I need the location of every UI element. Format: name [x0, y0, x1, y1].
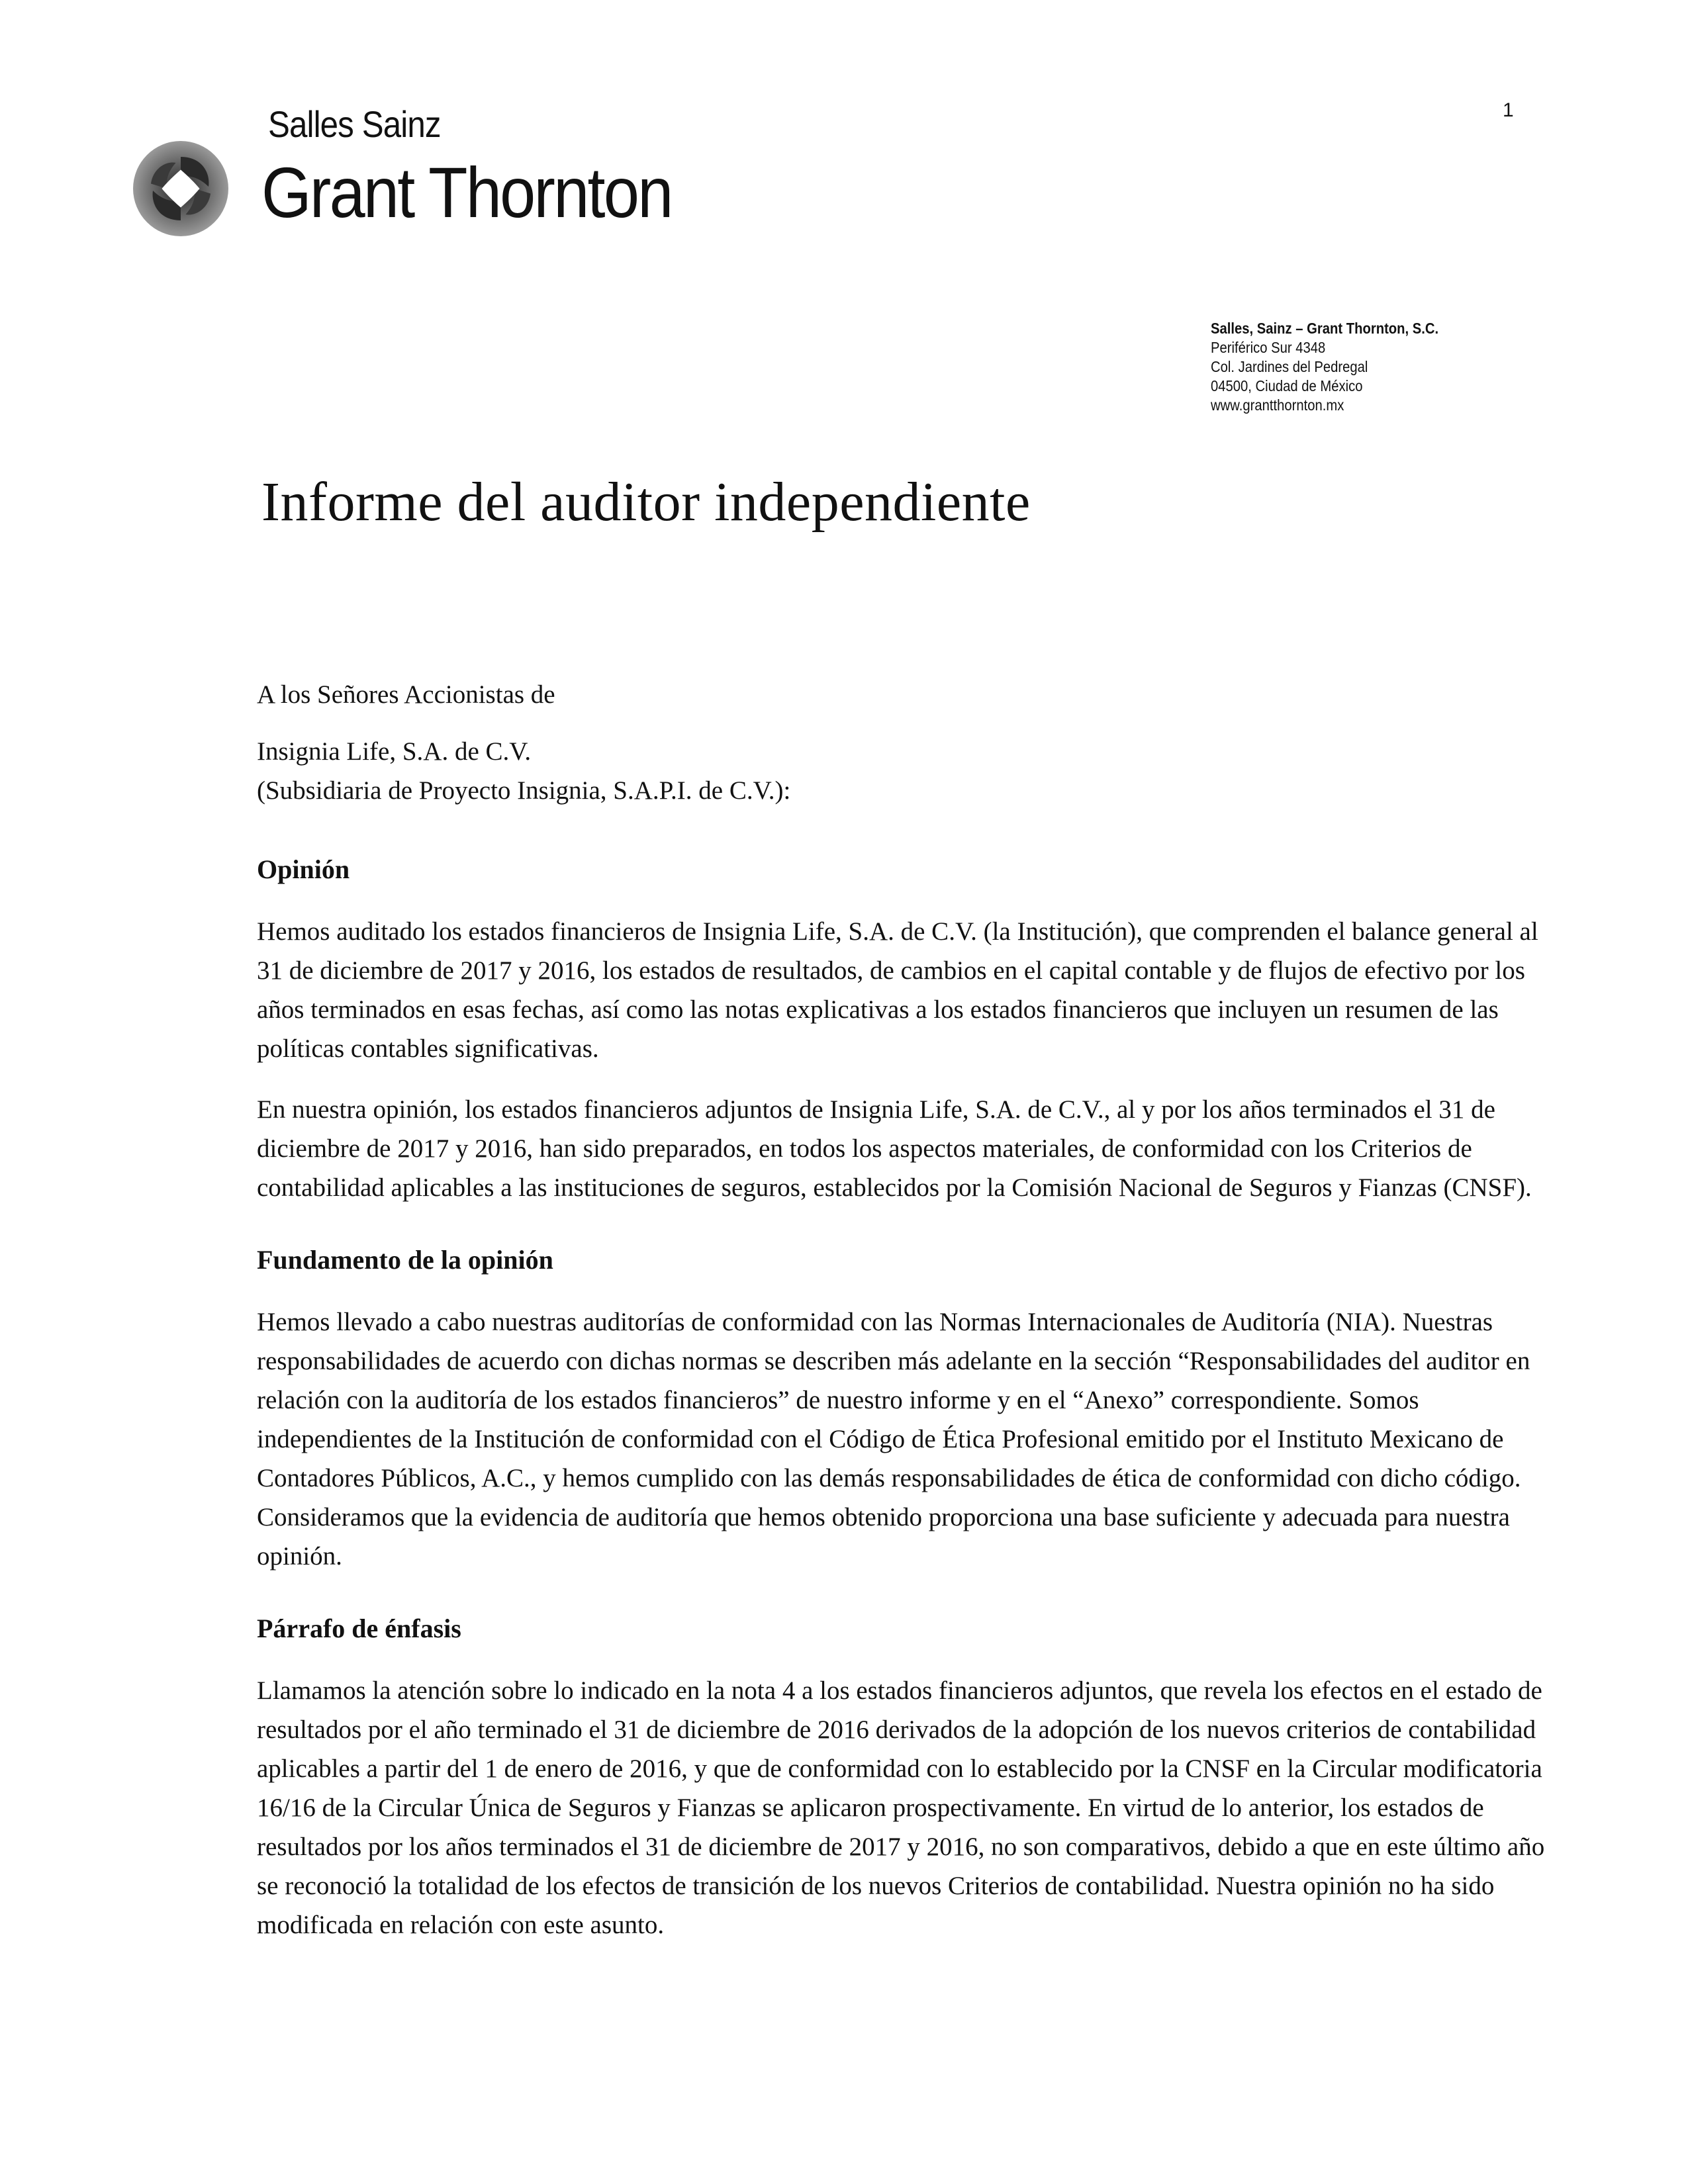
addressee-block: [257, 675, 1548, 810]
grant-thornton-logo-icon: [131, 139, 230, 238]
addressee-line: A los Señores Accionistas de: [257, 680, 555, 709]
opinion-paragraph: Hemos auditado los estados financieros de Insignia Life, S.A. de C.V. (la Institución), que comprenden el balance general al 31 de diciembre de 2017 y 2016, los estados de resultados, de cambios en el capital contable y de flujos de efectivo por los años terminados en esas fechas, así como las notas explicativas a los estados financieros que incluyen un resumen de las políticas contables significativas.: [257, 917, 1538, 1063]
address-colony: Col. Jardines del Pedregal: [1211, 358, 1368, 375]
opinion-paragraph: En nuestra opinión, los estados financieros adjuntos de Insignia Life, S.A. de C.V., al y por los años terminados el 31 de diciembre de 2017 y 2016, han sido preparados, en todos los aspectos materiales, de conformidad con los Criterios de contabilidad aplicables a las instituciones de seguros, establecidos por la Comisión Nacional de Seguros y Fianzas (CNSF).: [257, 1095, 1532, 1202]
section-heading-basis: Fundamento de la opinión: [257, 1245, 553, 1275]
page-number: 1: [1503, 99, 1514, 121]
section-heading-opinion: Opinión: [257, 854, 350, 884]
firm-address-block: [1211, 319, 1438, 415]
section-heading-emphasis: Párrafo de énfasis: [257, 1614, 461, 1643]
report-body: [257, 675, 1548, 1966]
document-title: Informe del auditor independiente: [261, 471, 1031, 533]
address-city: 04500, Ciudad de México: [1211, 377, 1363, 394]
firm-website: www.grantthornton.mx: [1211, 396, 1344, 414]
addressee-parent: (Subsidiaria de Proyecto Insignia, S.A.P.I. de C.V.):: [257, 776, 791, 805]
addressee-company: Insignia Life, S.A. de C.V.: [257, 737, 532, 766]
logo-subbrand: Salles Sainz: [268, 103, 441, 145]
logo-brand: Grant Thornton: [261, 152, 672, 232]
address-street: Periférico Sur 4348: [1211, 339, 1326, 356]
firm-name: Salles, Sainz – Grant Thornton, S.C.: [1211, 320, 1439, 337]
basis-paragraph: Hemos llevado a cabo nuestras auditorías de conformidad con las Normas Internacionales de Auditoría (NIA). Nuestras responsabilidades de acuerdo con dichas normas se describen más adelante en la sección “Responsabilidades del auditor en relación con la auditoría de los estados financieros” de nuestro informe y en el “Anexo” correspondiente. Somos independientes de la Institución de conformidad con el Código de Ética Profesional emitido por el Instituto Mexicano de Contadores Públicos, A.C., y hemos cumplido con las demás responsabilidades de ética de conformidad con dicho código. Consideramos que la evidencia de auditoría que hemos obtenido proporciona una base suficiente y adecuada para nuestra opinión.: [257, 1308, 1530, 1570]
emphasis-paragraph: Llamamos la atención sobre lo indicado en la nota 4 a los estados financieros adjuntos, que revela los efectos en el estado de resultados por el año terminado el 31 de diciembre de 2016 derivados de la adopción de los nuevos criterios de contabilidad aplicables a partir del 1 de enero de 2016, y que de conformidad con lo establecido por la CNSF en la Circular modificatoria 16/16 de la Circular Única de Seguros y Fianzas se aplicaron prospectivamente. En virtud de lo anterior, los estados de resultados por los años terminados el 31 de diciembre de 2017 y 2016, no son comparativos, debido a que en este último año se reconoció la totalidad de los efectos de transición de los nuevos Criterios de contabilidad. Nuestra opinión no ha sido modificada en relación con este asunto.: [257, 1676, 1545, 1939]
